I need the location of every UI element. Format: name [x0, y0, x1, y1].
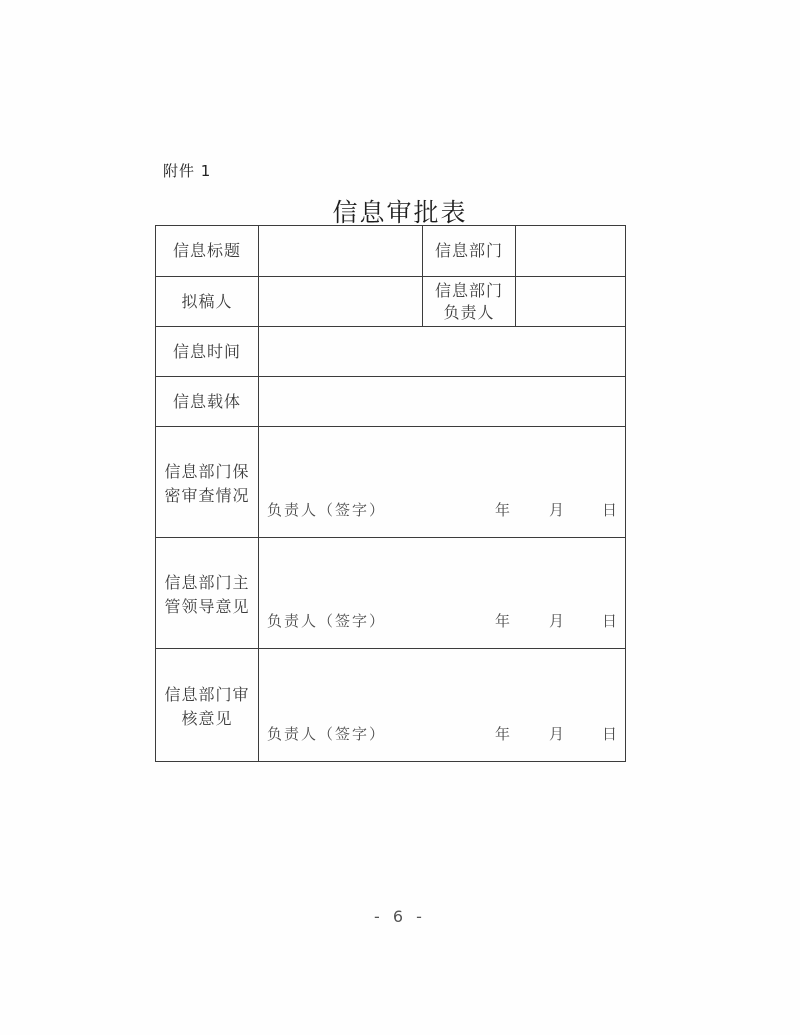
leader-opinion-field[interactable]: [259, 538, 626, 649]
info-department-label: 信息部门: [423, 226, 516, 277]
info-time-field[interactable]: [259, 327, 626, 377]
month-label: 月: [549, 501, 565, 519]
info-department-field[interactable]: [516, 226, 626, 277]
form-title: 信息审批表: [332, 198, 468, 227]
month-label: 月: [549, 725, 565, 743]
day-label: 日: [602, 725, 618, 743]
approval-form-table: [155, 225, 626, 762]
info-title-label: 信息标题: [156, 226, 259, 277]
drafter-field[interactable]: [259, 277, 423, 327]
leader-opinion-label-line2: 管领导意见: [164, 597, 250, 616]
year-label: 年: [495, 725, 511, 743]
signature-line: [259, 499, 625, 521]
signature-line: [259, 610, 625, 632]
security-review-label-line2: 密审查情况: [164, 486, 250, 505]
leader-opinion-label: [156, 538, 259, 649]
info-carrier-label: 信息载体: [156, 377, 259, 427]
day-label: 日: [602, 612, 618, 630]
day-label: 日: [602, 501, 618, 519]
year-label: 年: [495, 612, 511, 630]
drafter-label: 拟稿人: [156, 277, 259, 327]
security-review-label-line1: 信息部门保: [164, 462, 250, 481]
row-info-title: [156, 226, 626, 277]
info-title-field[interactable]: [259, 226, 423, 277]
row-security-review: [156, 427, 626, 538]
security-review-label: [156, 427, 259, 538]
dept-head-label-line2: 负责人: [443, 302, 495, 322]
row-audit-opinion: [156, 649, 626, 762]
signer-label: 负责人（签字）: [267, 725, 387, 743]
attachment-label: 附件 1: [163, 162, 212, 180]
leader-opinion-label-line1: 信息部门主: [164, 573, 250, 592]
month-label: 月: [549, 612, 565, 630]
audit-opinion-label-line2: 核意见: [181, 709, 233, 728]
signature-line: [259, 723, 625, 745]
dept-head-label: [423, 277, 516, 327]
year-label: 年: [495, 501, 511, 519]
row-leader-opinion: [156, 538, 626, 649]
security-review-field[interactable]: [259, 427, 626, 538]
row-info-carrier: [156, 377, 626, 427]
row-drafter: [156, 277, 626, 327]
signer-label: 负责人（签字）: [267, 501, 387, 519]
audit-opinion-field[interactable]: [259, 649, 626, 762]
audit-opinion-label: [156, 649, 259, 762]
audit-opinion-label-line1: 信息部门审: [164, 685, 250, 704]
row-info-time: [156, 327, 626, 377]
signer-label: 负责人（签字）: [267, 612, 387, 630]
info-carrier-field[interactable]: [259, 377, 626, 427]
info-time-label: 信息时间: [156, 327, 259, 377]
page-number: - 6 -: [374, 907, 426, 926]
dept-head-field[interactable]: [516, 277, 626, 327]
dept-head-label-line1: 信息部门: [434, 280, 503, 300]
